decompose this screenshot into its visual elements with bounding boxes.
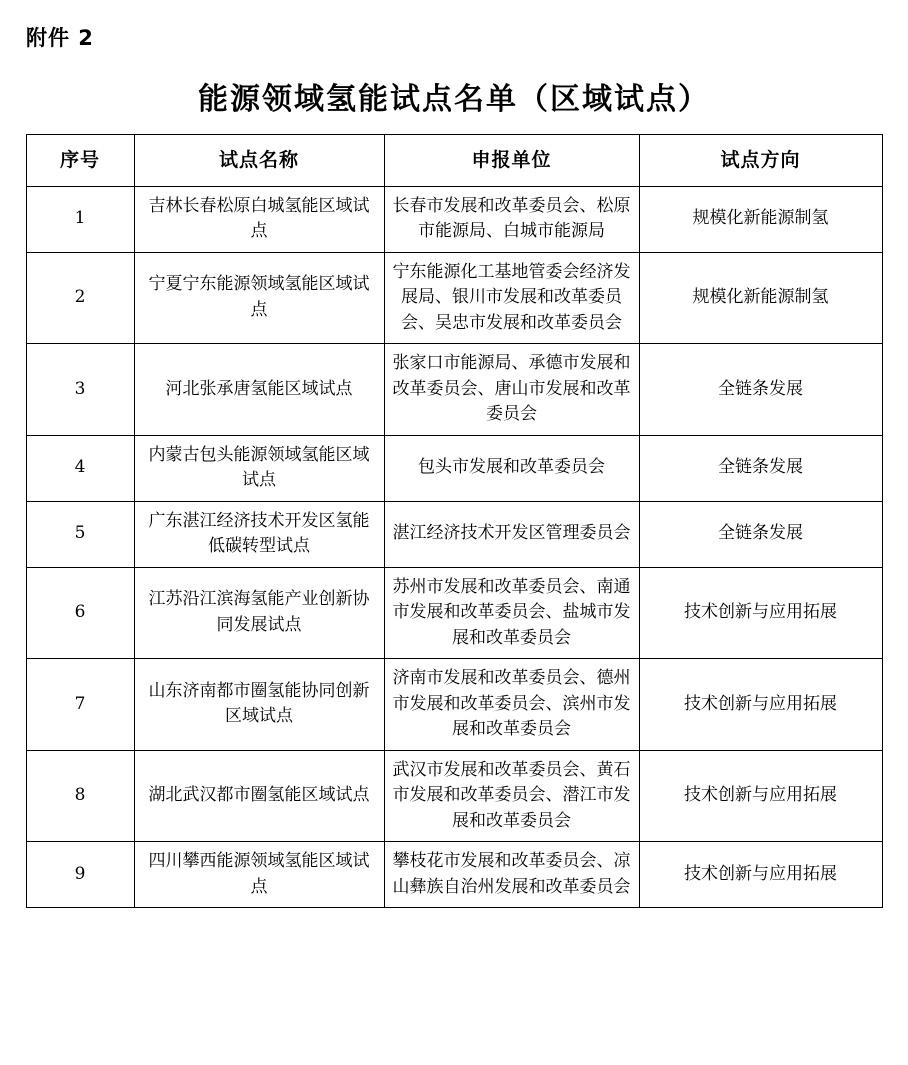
cell-direction: 全链条发展 — [639, 435, 882, 501]
page-title: 能源领域氢能试点名单（区域试点） — [198, 82, 710, 117]
document-page — [0, 22, 908, 1065]
cell-no: 1 — [26, 186, 134, 252]
cell-direction: 规模化新能源制氢 — [639, 252, 882, 344]
cell-name: 吉林长春松原白城氢能区域试点 — [134, 186, 384, 252]
column-header-direction: 试点方向 — [639, 135, 882, 187]
cell-no: 7 — [26, 659, 134, 751]
table-row — [26, 344, 882, 436]
cell-direction: 技术创新与应用拓展 — [639, 842, 882, 908]
table-row — [26, 567, 882, 659]
cell-name: 河北张承唐氢能区域试点 — [134, 344, 384, 436]
cell-unit: 张家口市能源局、承德市发展和改革委员会、唐山市发展和改革委员会 — [384, 344, 639, 436]
cell-direction: 技术创新与应用拓展 — [639, 659, 882, 751]
cell-direction: 全链条发展 — [639, 344, 882, 436]
table-row — [26, 842, 882, 908]
cell-direction: 技术创新与应用拓展 — [639, 567, 882, 659]
cell-no: 2 — [26, 252, 134, 344]
cell-unit: 武汉市发展和改革委员会、黄石市发展和改革委员会、潜江市发展和改革委员会 — [384, 750, 639, 842]
table-row — [26, 435, 882, 501]
cell-unit: 攀枝花市发展和改革委员会、凉山彝族自治州发展和改革委员会 — [384, 842, 639, 908]
attachment-label: 附件 2 — [26, 26, 94, 50]
cell-unit: 长春市发展和改革委员会、松原市能源局、白城市能源局 — [384, 186, 639, 252]
table-row — [26, 659, 882, 751]
cell-name: 山东济南都市圈氢能协同创新区域试点 — [134, 659, 384, 751]
column-header-name: 试点名称 — [134, 135, 384, 187]
cell-unit: 包头市发展和改革委员会 — [384, 435, 639, 501]
cell-no: 3 — [26, 344, 134, 436]
cell-name: 广东湛江经济技术开发区氢能低碳转型试点 — [134, 501, 384, 567]
cell-direction: 技术创新与应用拓展 — [639, 750, 882, 842]
cell-no: 4 — [26, 435, 134, 501]
cell-no: 6 — [26, 567, 134, 659]
cell-unit: 湛江经济技术开发区管理委员会 — [384, 501, 639, 567]
cell-name: 江苏沿江滨海氢能产业创新协同发展试点 — [134, 567, 384, 659]
cell-name: 湖北武汉都市圈氢能区域试点 — [134, 750, 384, 842]
cell-no: 8 — [26, 750, 134, 842]
cell-direction: 规模化新能源制氢 — [639, 186, 882, 252]
pilot-list-table — [26, 134, 883, 908]
table-row — [26, 750, 882, 842]
cell-direction: 全链条发展 — [639, 501, 882, 567]
column-header-unit: 申报单位 — [384, 135, 639, 187]
cell-unit: 济南市发展和改革委员会、德州市发展和改革委员会、滨州市发展和改革委员会 — [384, 659, 639, 751]
table-row — [26, 501, 882, 567]
table-row — [26, 186, 882, 252]
cell-unit: 苏州市发展和改革委员会、南通市发展和改革委员会、盐城市发展和改革委员会 — [384, 567, 639, 659]
table-header-row — [26, 135, 882, 187]
cell-name: 宁夏宁东能源领域氢能区域试点 — [134, 252, 384, 344]
cell-name: 内蒙古包头能源领域氢能区域试点 — [134, 435, 384, 501]
cell-no: 9 — [26, 842, 134, 908]
column-header-no: 序号 — [26, 135, 134, 187]
cell-name: 四川攀西能源领域氢能区域试点 — [134, 842, 384, 908]
table-row — [26, 252, 882, 344]
cell-unit: 宁东能源化工基地管委会经济发展局、银川市发展和改革委员会、吴忠市发展和改革委员会 — [384, 252, 639, 344]
cell-no: 5 — [26, 501, 134, 567]
